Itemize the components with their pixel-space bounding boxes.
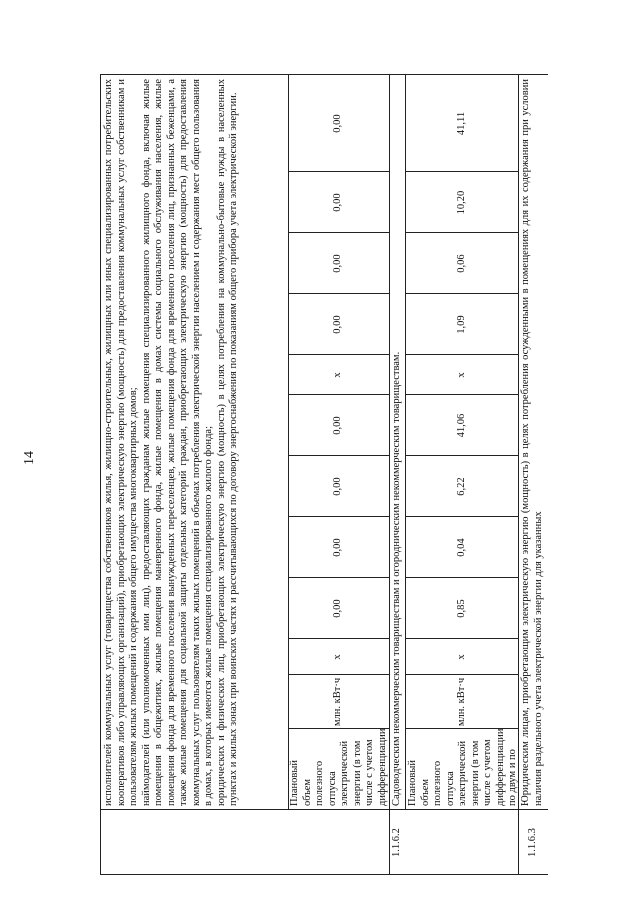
- grid-line: [100, 874, 548, 875]
- row-1-value-4: 0,00: [332, 477, 344, 496]
- row-2-value-6: x: [455, 372, 467, 378]
- grid-line: [288, 638, 389, 639]
- continuation-paragraph-2: наймодателей (или уполномоченных ими лиц), предоставляющих гражданам жилые помещения специализированного жилищного фонда, включая жилые помещения в общежитиях, жилые помещения маневренного фонда, жилые помещения в домах системы социального обслуживания населения, жилые помещения фонда для временного поселения вынужденных переселенцев, жилые помещения фонда для временного поселения лиц, признанных беженцами, а также жилые помещения для социальной защиты отдельных категорий граждан, приобретающих электрическую энергию (мощность) для предоставления коммунальных услуг пользователям таких жилых помещений в объемах потребления электрической энергии населением и содержания мест общего пользования в домах, в которых имеются жилые помещения специализированного жилого фонда;: [140, 79, 214, 806]
- page-number: 14: [22, 451, 37, 465]
- row-2-value-8: 0,06: [455, 254, 467, 273]
- grid-line: [100, 74, 548, 75]
- grid-line: [288, 232, 389, 233]
- row-2-unit: млн. кВт·ч: [455, 677, 467, 727]
- grid-line: [100, 809, 548, 810]
- grid-line: [405, 638, 518, 639]
- continuation-paragraph-3: юридических и физических лиц, приобретающих электрическую энергию (мощность) в целях потребления на коммунально-бытовые нужды в населенных пунктах и жилых зонах при воинских частях и рассчитывающихся по договору энергоснабжения по показаниям общего прибора учета электрической энергии.: [215, 79, 239, 806]
- grid-line: [405, 171, 518, 172]
- row-2-value-3: 0,04: [455, 538, 467, 557]
- row-2-value-9: 10,20: [455, 190, 467, 215]
- grid-line: [405, 728, 518, 729]
- grid-line: [288, 293, 389, 294]
- grid-line: [518, 75, 519, 875]
- row-1-value-9: 0,00: [332, 193, 344, 212]
- grid-line: [405, 674, 518, 675]
- row-2-value-5: 41,06: [455, 413, 467, 438]
- row-1-value-7: 0,00: [332, 315, 344, 334]
- grid-line: [405, 455, 518, 456]
- grid-line: [288, 354, 389, 355]
- grid-line: [405, 232, 518, 233]
- grid-line: [405, 516, 518, 517]
- continuation-paragraph-1: исполнителей коммунальных услуг (товарищества собственников жилья, жилищно-строительных, жилищных или иных специализированных потребительских кооперативов либо управляющих организаций), приобретающих электрическую энергию (мощность) для предоставления коммунальных услуг собственникам и пользователям жилых помещений и содержания общего имущества многоквартирных домов;: [103, 79, 139, 806]
- row-2-value-10: 41,11: [455, 111, 467, 136]
- row-2-value-2: 0,85: [455, 599, 467, 618]
- grid-line: [288, 674, 389, 675]
- grid-line: [405, 293, 518, 294]
- grid-line: [389, 75, 390, 875]
- row-3-id: 1.1.6.3: [526, 828, 538, 857]
- grid-line: [288, 394, 389, 395]
- row-1-value-8: 0,00: [332, 254, 344, 273]
- row-1-value-5: 0,00: [332, 416, 344, 435]
- grid-line: [288, 171, 389, 172]
- grid-line: [405, 577, 518, 578]
- row-1-value-6: x: [332, 372, 344, 378]
- grid-line: [288, 728, 389, 729]
- grid-line: [405, 354, 518, 355]
- grid-line: [288, 75, 289, 810]
- row-1-unit: млн. кВт·ч: [332, 677, 344, 727]
- row-2-value-7: 1,09: [455, 315, 467, 334]
- row-1-value-2: 0,00: [332, 599, 344, 618]
- grid-line: [100, 75, 101, 875]
- row-1-label: Плановый объем полезного отпуска электрической энергии (в том числе с учетом дифференциации: [289, 729, 388, 806]
- row-3-heading: Юридическим лицам, приобретающим электрическую энергию (мощность) в целях потребления осужденными в помещениях для их содержания при условии наличия раздельного учета электрической энергии для указанных: [520, 79, 544, 806]
- grid-line: [288, 455, 389, 456]
- row-1-value-1: x: [332, 654, 344, 660]
- row-2-heading: Садоводческим некоммерческим товариществам и огородническим некоммерческим товариществам.: [391, 351, 402, 806]
- row-2-value-1: x: [455, 654, 467, 660]
- row-2-value-4: 6,22: [455, 477, 467, 496]
- grid-line: [288, 577, 389, 578]
- row-1-value-10: 0,00: [332, 114, 344, 133]
- continuation-text: [102, 75, 287, 810]
- row-1-value-3: 0,00: [332, 538, 344, 557]
- grid-line: [405, 394, 518, 395]
- row-2-label: Плановый объем полезного отпуска электрической энергии (в том числе с учетом дифференциации по двум и по: [407, 729, 518, 806]
- grid-line: [288, 516, 389, 517]
- grid-line: [405, 75, 406, 810]
- row-2-id: 1.1.6.2: [390, 828, 402, 857]
